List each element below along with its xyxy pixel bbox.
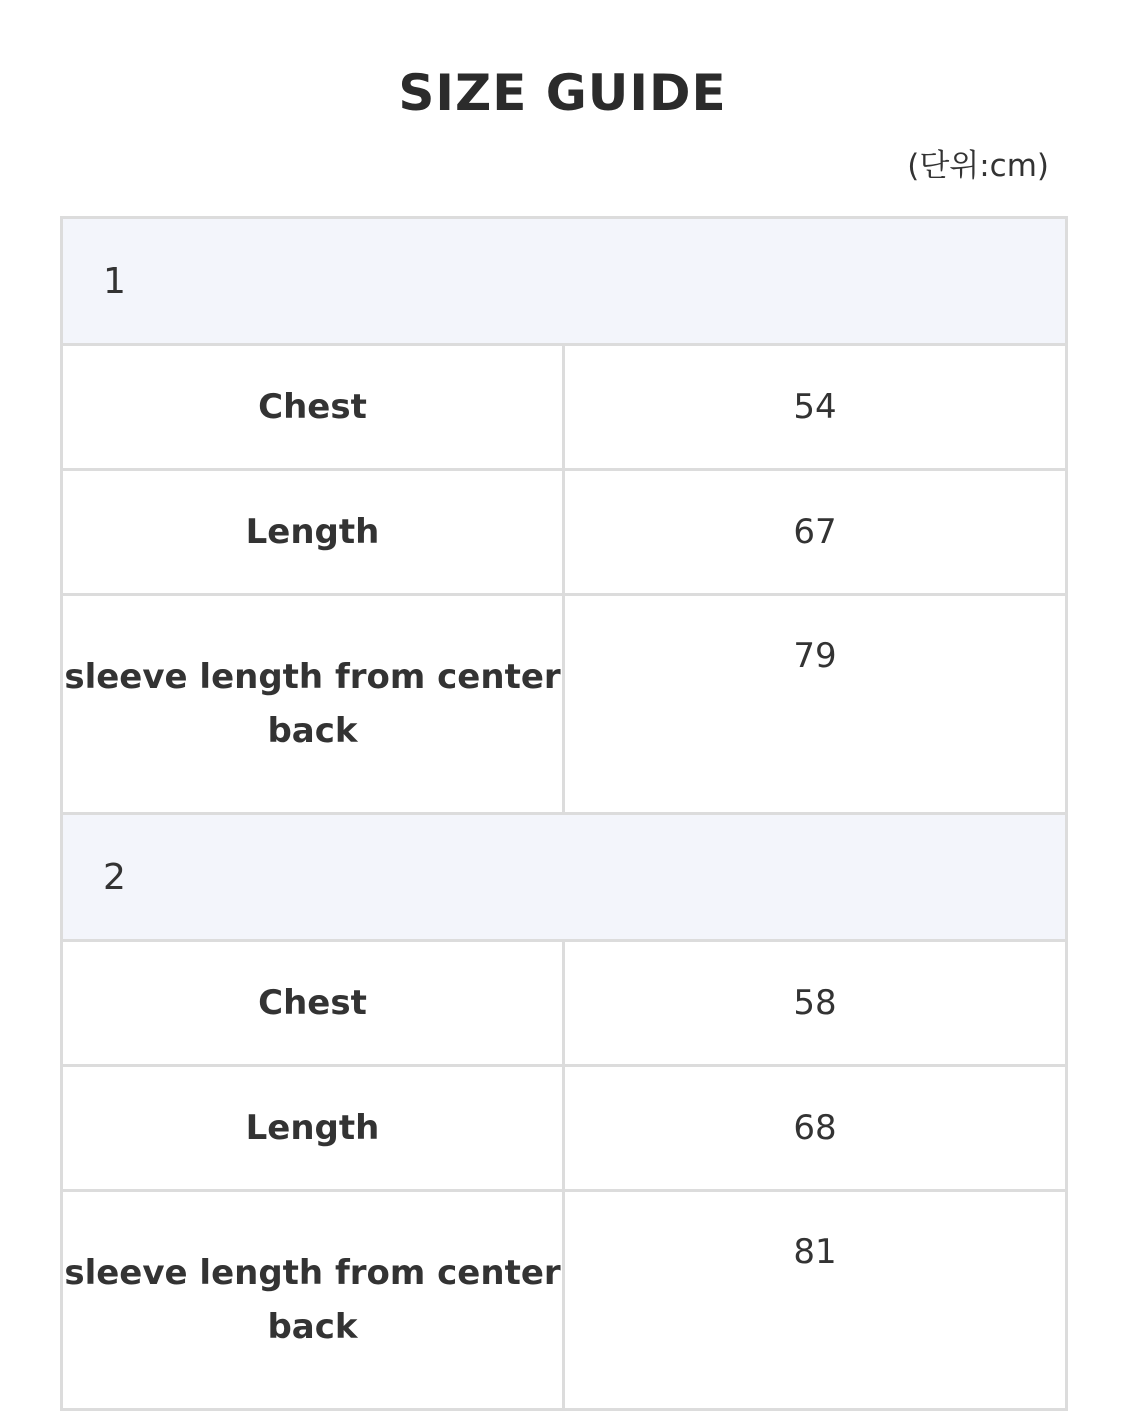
measurement-value: 58 bbox=[564, 941, 1067, 1066]
measurement-value: 79 bbox=[564, 595, 1067, 814]
measurement-value: 81 bbox=[564, 1191, 1067, 1410]
size-group-label: 2 bbox=[62, 814, 1067, 941]
table-row bbox=[62, 1066, 1067, 1191]
size-group-header bbox=[62, 218, 1067, 345]
table-row bbox=[62, 595, 1067, 814]
table-row bbox=[62, 1191, 1067, 1410]
measurement-value: 68 bbox=[564, 1066, 1067, 1191]
size-table bbox=[60, 216, 1068, 1411]
size-group-header bbox=[62, 814, 1067, 941]
measurement-name: Length bbox=[62, 1066, 564, 1191]
measurement-name: sleeve length from center back bbox=[62, 1191, 564, 1410]
measurement-name: Chest bbox=[62, 345, 564, 470]
table-row bbox=[62, 345, 1067, 470]
unit-label: (단위:cm) bbox=[907, 148, 1049, 184]
table-row bbox=[62, 470, 1067, 595]
measurement-name: Length bbox=[62, 470, 564, 595]
page-title: SIZE GUIDE bbox=[398, 64, 727, 122]
table-row bbox=[62, 941, 1067, 1066]
measurement-name: sleeve length from center back bbox=[62, 595, 564, 814]
measurement-value: 54 bbox=[564, 345, 1067, 470]
measurement-value: 67 bbox=[564, 470, 1067, 595]
size-group-label: 1 bbox=[62, 218, 1067, 345]
measurement-name: Chest bbox=[62, 941, 564, 1066]
